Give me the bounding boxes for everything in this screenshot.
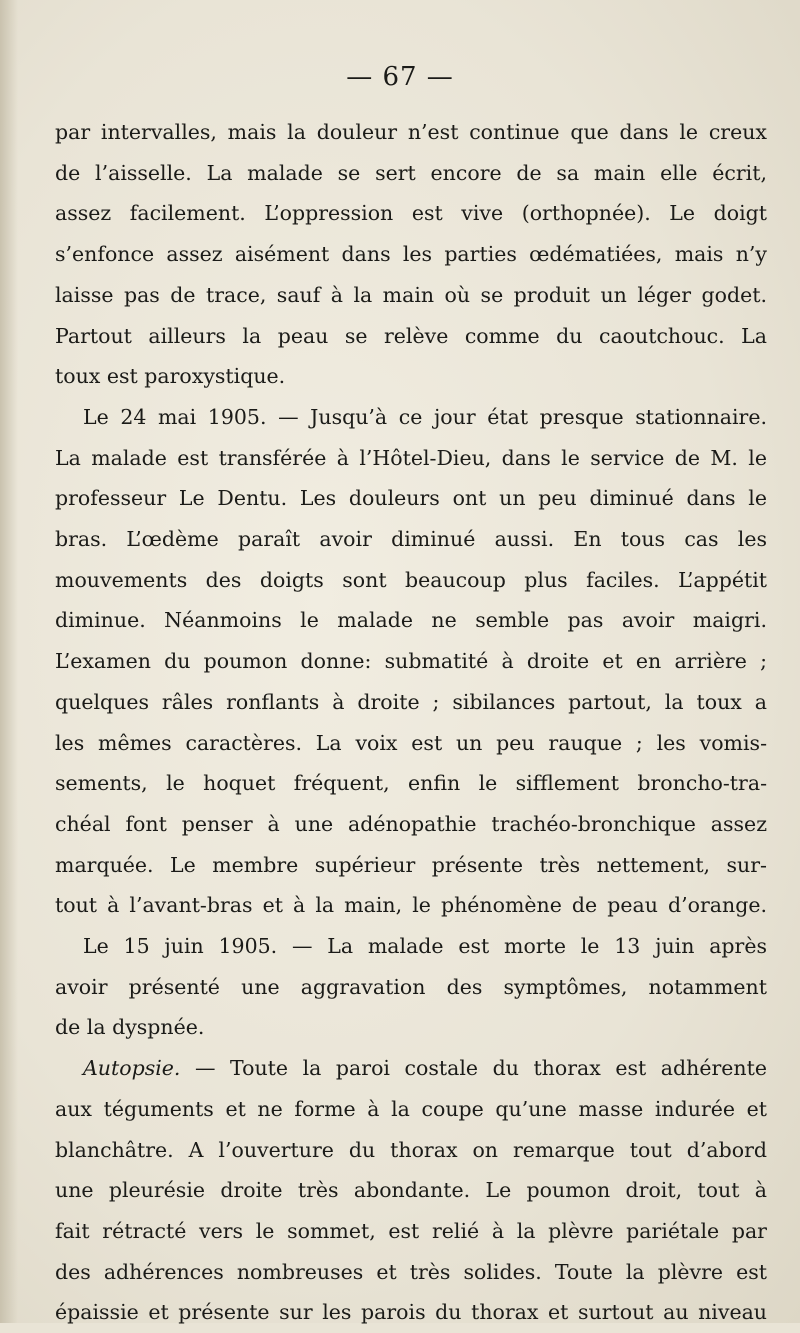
body-text	[55, 112, 767, 1333]
text-line-14: L’examen du poumon donne: submatité à droite et en arrière ;	[55, 649, 767, 674]
page-number: — 67 —	[346, 62, 454, 92]
page-edge-shadow	[0, 0, 18, 1323]
text-line-2: de l’aisselle. La malade se sert encore de sa main elle écrit,	[55, 160, 767, 185]
text-line-28: fait rétracté vers le sommet, est relié à la plèvre pariétale par	[55, 1218, 767, 1243]
text-line-5: laisse pas de trace, sauf à la main où se produit un léger godet.	[55, 282, 767, 307]
text-line-25: aux téguments et ne forme à la coupe qu’une masse indurée et	[55, 1096, 767, 1121]
text-line-30: épaissie et présente sur les parois du thorax et surtout au niveau	[55, 1300, 767, 1325]
text-line-9: La malade est transférée à l’Hôtel-Dieu, dans le service de M. le	[55, 445, 767, 470]
text-line-7: toux est paroxystique.	[55, 364, 286, 389]
text-line-20: tout à l’avant-bras et à la main, le phénomène de peau d’orange.	[55, 893, 767, 918]
text-line-10: professeur Le Dentu. Les douleurs ont un peu diminué dans le	[55, 486, 767, 511]
text-line-3: assez facilement. L’oppression est vive (orthopnée). Le doigt	[55, 201, 767, 226]
text-line-6: Partout ailleurs la peau se relève comme du caoutchouc. La	[55, 323, 767, 348]
text-line-19: marquée. Le membre supérieur présente très nettement, sur-	[55, 852, 767, 877]
text-line-17: sements, le hoquet fréquent, enfin le sifflement broncho-tra-	[55, 771, 767, 796]
text-line-23: de la dyspnée.	[55, 1015, 205, 1040]
text-line-29: des adhérences nombreuses et très solides. Toute la plèvre est	[55, 1259, 767, 1284]
text-line-24	[55, 1048, 767, 1089]
text-line-26: blanchâtre. A l’ouverture du thorax on remarque tout d’abord	[55, 1137, 767, 1162]
text-line-11: bras. L’œdème paraît avoir diminué aussi. En tous cas les	[55, 527, 767, 552]
text-line-12: mouvements des doigts sont beaucoup plus faciles. L’appétit	[55, 567, 767, 592]
text-line-13: diminue. Néanmoins le malade ne semble pas avoir maigri.	[55, 608, 767, 633]
text-line-27: une pleurésie droite très abondante. Le poumon droit, tout à	[55, 1178, 767, 1203]
autopsie-heading: Autopsie.	[83, 1056, 181, 1081]
text-line-8: Le 24 mai 1905. — Jusqu’à ce jour état presque stationnaire.	[83, 404, 767, 429]
text-line-16: les mêmes caractères. La voix est un peu rauque ; les vomis-	[55, 730, 767, 755]
text-line-21: Le 15 juin 1905. — La malade est morte le 13 juin après	[83, 934, 767, 959]
text-line-15: quelques râles ronflants à droite ; sibilances partout, la toux a	[55, 689, 767, 714]
text-line-18: chéal font penser à une adénopathie trachéo-bronchique assez	[55, 811, 767, 836]
text-line-4: s’enfonce assez aisément dans les parties œdématiées, mais n’y	[55, 242, 767, 267]
text-line-1: par intervalles, mais la douleur n’est continue que dans le creux	[55, 120, 767, 144]
text-line-22: avoir présenté une aggravation des symptômes, notamment	[55, 974, 767, 999]
autopsie-line-rest: — Toute la paroi costale du thorax est adhérente	[195, 1056, 767, 1081]
